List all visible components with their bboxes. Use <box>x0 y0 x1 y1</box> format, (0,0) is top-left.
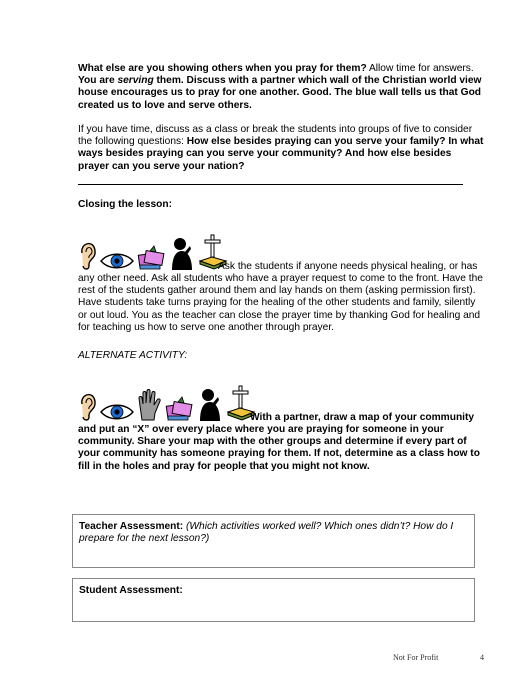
ear-icon <box>78 390 98 422</box>
activity-icons-alternate <box>78 384 256 422</box>
eye-icon <box>100 251 134 271</box>
alternate-first-line: With a partner, draw a map of your community <box>250 412 475 423</box>
ear-icon <box>78 239 98 271</box>
serving-discussion: them. Discuss with a partner which wall of the Christian world view house encourages us to pray for one another. Good. The blue wall tells us that God created us to love and serve others. <box>78 75 482 111</box>
teacher-assessment-label: Teacher Assessment: <box>79 521 184 532</box>
discussion-intro: If you have time, discuss as a class or break the students into groups of five to consider the following questions: <box>78 124 473 148</box>
instruction-allow-time: Allow time for answers. <box>366 63 474 74</box>
closing-body: any other need. Ask all students who have a prayer request to come to the front. Have the rest of the students gather around them and lay hands on them (asking permission first). Have students take turns praying for the healing of the other students and family, silently or out loud. You as the teacher can close the prayer time by thanking God for healing and for teaching us how to serve one another through prayer. <box>78 273 483 333</box>
closing-first-line: Ask the students if anyone needs physical healing, or has <box>218 261 478 272</box>
alternate-heading: ALTERNATE ACTIVITY: <box>78 350 188 361</box>
paragraph-serving <box>78 63 484 112</box>
discussion-questions: How else besides praying can you serve your family? In what ways besides praying can you serve your community? And how else besides prayer can you serve your nation? <box>78 136 484 172</box>
student-assessment-label: Student Assessment: <box>79 585 183 596</box>
praying-child-icon <box>196 388 224 422</box>
alternate-body: and put an “X” over every place where you are praying for someone in your community. Share your map with the other groups and determine if every part of your community has someone praying for them. If not, determine as a class how to fill in the holes and pray for people that you might not know. <box>78 424 480 472</box>
serving-lead: You are <box>78 75 118 87</box>
gift-icon <box>136 243 166 271</box>
serving-emphasis: serving <box>117 75 154 87</box>
paragraph-discussion <box>78 124 484 173</box>
hand-icon <box>136 388 162 422</box>
gift-icon <box>164 394 194 422</box>
teacher-assessment-box[interactable] <box>72 514 475 568</box>
teacher-assessment-prompt: (Which activities worked well? Which ones didn’t? How do I prepare for the next lesson?) <box>79 521 454 545</box>
praying-child-icon <box>168 237 196 271</box>
question-pray-for-them: What else are you showing others when you pray for them? <box>78 63 367 74</box>
activity-icons-closing <box>78 233 228 271</box>
page-number: 4 <box>480 653 484 662</box>
student-assessment-box[interactable] <box>72 578 475 622</box>
closing-heading: Closing the lesson: <box>78 199 172 210</box>
footer-not-for-profit: Not For Profit <box>393 653 439 662</box>
section-divider <box>78 184 463 185</box>
eye-icon <box>100 402 134 422</box>
